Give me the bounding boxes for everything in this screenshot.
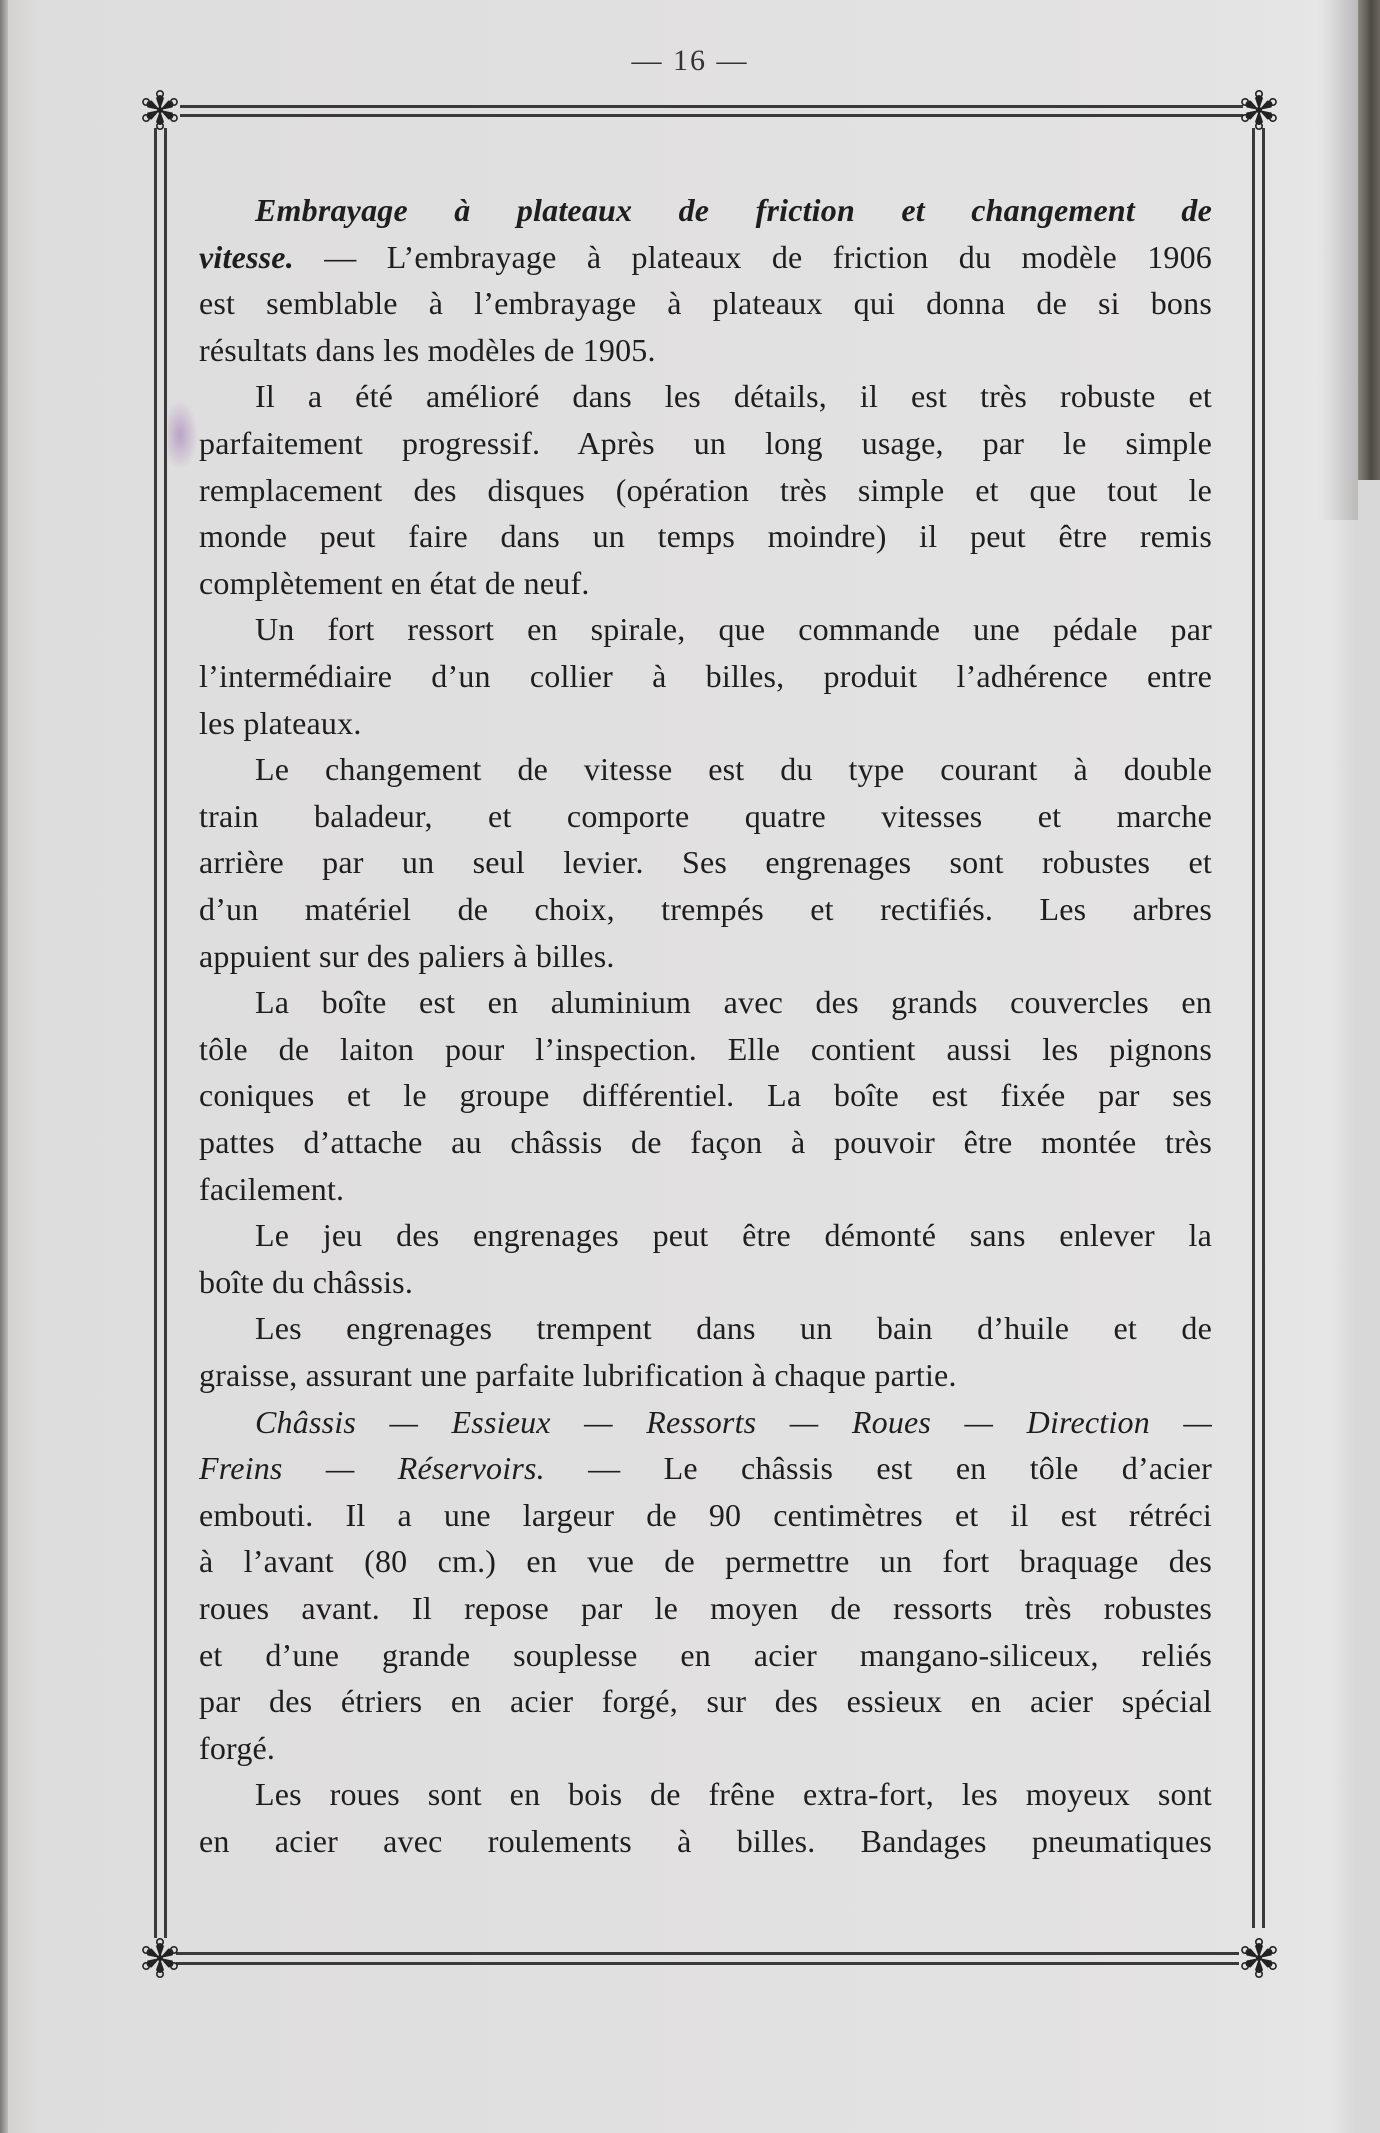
text-line [199, 468, 1212, 512]
text-line [199, 654, 1212, 698]
text-run: à l’avant (80 cm.) en vue de permettre un fort braquage des [199, 1543, 1212, 1580]
text-line [199, 514, 1212, 558]
text-line [199, 561, 1212, 605]
frame-bottom-rule-outer [176, 1952, 1239, 1955]
text-run: train baladeur, et comporte quatre vitesses et marche [199, 797, 1212, 834]
text-run: par des étriers en acier forgé, sur des essieux en acier spécial [199, 1683, 1212, 1720]
frame-bottom-rule-inner [176, 1962, 1239, 1965]
text-line [199, 281, 1212, 325]
text-line [199, 1446, 1212, 1490]
text-run: graisse, assurant une parfaite lubrification à chaque partie. [199, 1357, 957, 1393]
text-run: résultats dans les modèles de 1905. [199, 331, 656, 368]
text-line [199, 1073, 1212, 1117]
text-run: embouti. Il a une largeur de 90 centimètres et il est rétréci [199, 1496, 1212, 1533]
frame-right-rule-inner [1262, 128, 1265, 1928]
text-line [255, 1772, 1212, 1816]
text-line [255, 374, 1212, 418]
text-run: arrière par un seul levier. Ses engrenages sont robustes et [199, 844, 1212, 881]
flower-ornament-icon [138, 88, 182, 132]
page-left-edge [0, 0, 8, 2133]
text-line [199, 1120, 1212, 1164]
text-run: l’intermédiaire d’un collier à billes, produit l’adhérence entre [199, 658, 1212, 694]
heading-run: Châssis — Essieux — Ressorts — Roues — Direction — [255, 1403, 1212, 1440]
text-run: boîte du châssis. [199, 1263, 414, 1300]
ink-stain [168, 400, 198, 470]
text-line [255, 1306, 1212, 1350]
text-line [199, 1027, 1212, 1071]
text-run: Le jeu des engrenages peut être démonté sans enlever la [255, 1217, 1212, 1254]
text-run: d’un matériel de choix, trempés et rectifiés. Les arbres [199, 891, 1212, 927]
text-line [199, 840, 1212, 884]
text-line [199, 1586, 1212, 1630]
text-run: et d’une grande souplesse en acier mangano-siliceux, reliés [199, 1636, 1212, 1673]
text-run: coniques et le groupe différentiel. La boîte est fixée par ses [199, 1077, 1212, 1114]
text-run: facilement. [199, 1170, 345, 1207]
text-line [199, 1493, 1212, 1537]
text-line [199, 421, 1212, 465]
text-run: — L’embrayage à plateaux de friction du modèle 1906 [293, 238, 1212, 275]
text-run: Les engrenages trempent dans un bain d’huile et de [255, 1310, 1212, 1347]
text-line [199, 887, 1212, 931]
frame-left-rule-outer [154, 128, 157, 1938]
text-run: complètement en état de neuf. [199, 564, 590, 601]
text-line [199, 1539, 1212, 1583]
text-run: Les roues sont en bois de frêne extra-fort, les moyeux sont [255, 1776, 1212, 1813]
text-run: La boîte est en aluminium avec des grands couvercles en [255, 984, 1212, 1021]
text-line [255, 980, 1212, 1024]
text-line [255, 607, 1212, 651]
text-run: Un fort ressort en spirale, que commande une pédale par [255, 611, 1212, 648]
text-run: — Le châssis est en tôle d’acier [544, 1450, 1212, 1487]
flower-ornament-icon [1237, 1936, 1281, 1980]
text-line [199, 701, 1212, 745]
flower-ornament-icon [1237, 88, 1281, 132]
text-line [255, 188, 1212, 232]
heading-run: vitesse. [199, 238, 294, 275]
frame-right-rule-outer [1252, 128, 1255, 1928]
text-run: parfaitement progressif. Après un long usage, par le simple [199, 425, 1212, 461]
text-line [199, 1633, 1212, 1677]
text-line [199, 1260, 1212, 1304]
text-run: en acier avec roulements à billes. Bandages pneumatiques [199, 1823, 1212, 1859]
text-line [199, 235, 1212, 279]
text-line [199, 1679, 1212, 1723]
text-run: les plateaux. [199, 704, 362, 741]
heading-run: Freins — Réservoirs. [199, 1450, 545, 1487]
text-run: roues avant. Il repose par le moyen de ressorts très robustes [199, 1590, 1212, 1626]
frame-top-rule-outer [180, 105, 1243, 108]
text-line [199, 1353, 1212, 1397]
text-line [199, 1819, 1212, 1863]
frame-left-rule-inner [164, 128, 167, 1938]
text-run: pattes d’attache au châssis de façon à pouvoir être montée très [199, 1124, 1212, 1160]
heading-run: Embrayage à plateaux de friction et changement de [255, 192, 1212, 228]
text-run: tôle de laiton pour l’inspection. Elle contient aussi les pignons [199, 1030, 1212, 1067]
text-line [199, 794, 1212, 838]
text-run: forgé. [199, 1729, 276, 1766]
flower-ornament-icon [138, 1936, 182, 1980]
text-line [255, 1213, 1212, 1257]
text-run: remplacement des disques (opération très simple et que tout le [199, 471, 1212, 508]
page-number: — 16 — [631, 44, 749, 77]
text-run: Il a été amélioré dans les détails, il est très robuste et [255, 378, 1212, 415]
text-run: Le changement de vitesse est du type courant à double [255, 751, 1212, 788]
text-line [199, 1167, 1212, 1211]
text-line [199, 1726, 1212, 1770]
binding-shadow [1318, 0, 1358, 520]
text-line [199, 934, 1212, 978]
text-run: est semblable à l’embrayage à plateaux qui donna de si bons [199, 285, 1212, 322]
text-line [199, 328, 1212, 372]
frame-top-rule-inner [180, 114, 1243, 117]
text-line [255, 1400, 1212, 1444]
text-line [255, 747, 1212, 791]
text-run: appuient sur des paliers à billes. [199, 937, 615, 974]
text-run: monde peut faire dans un temps moindre) il peut être remis [199, 518, 1212, 555]
